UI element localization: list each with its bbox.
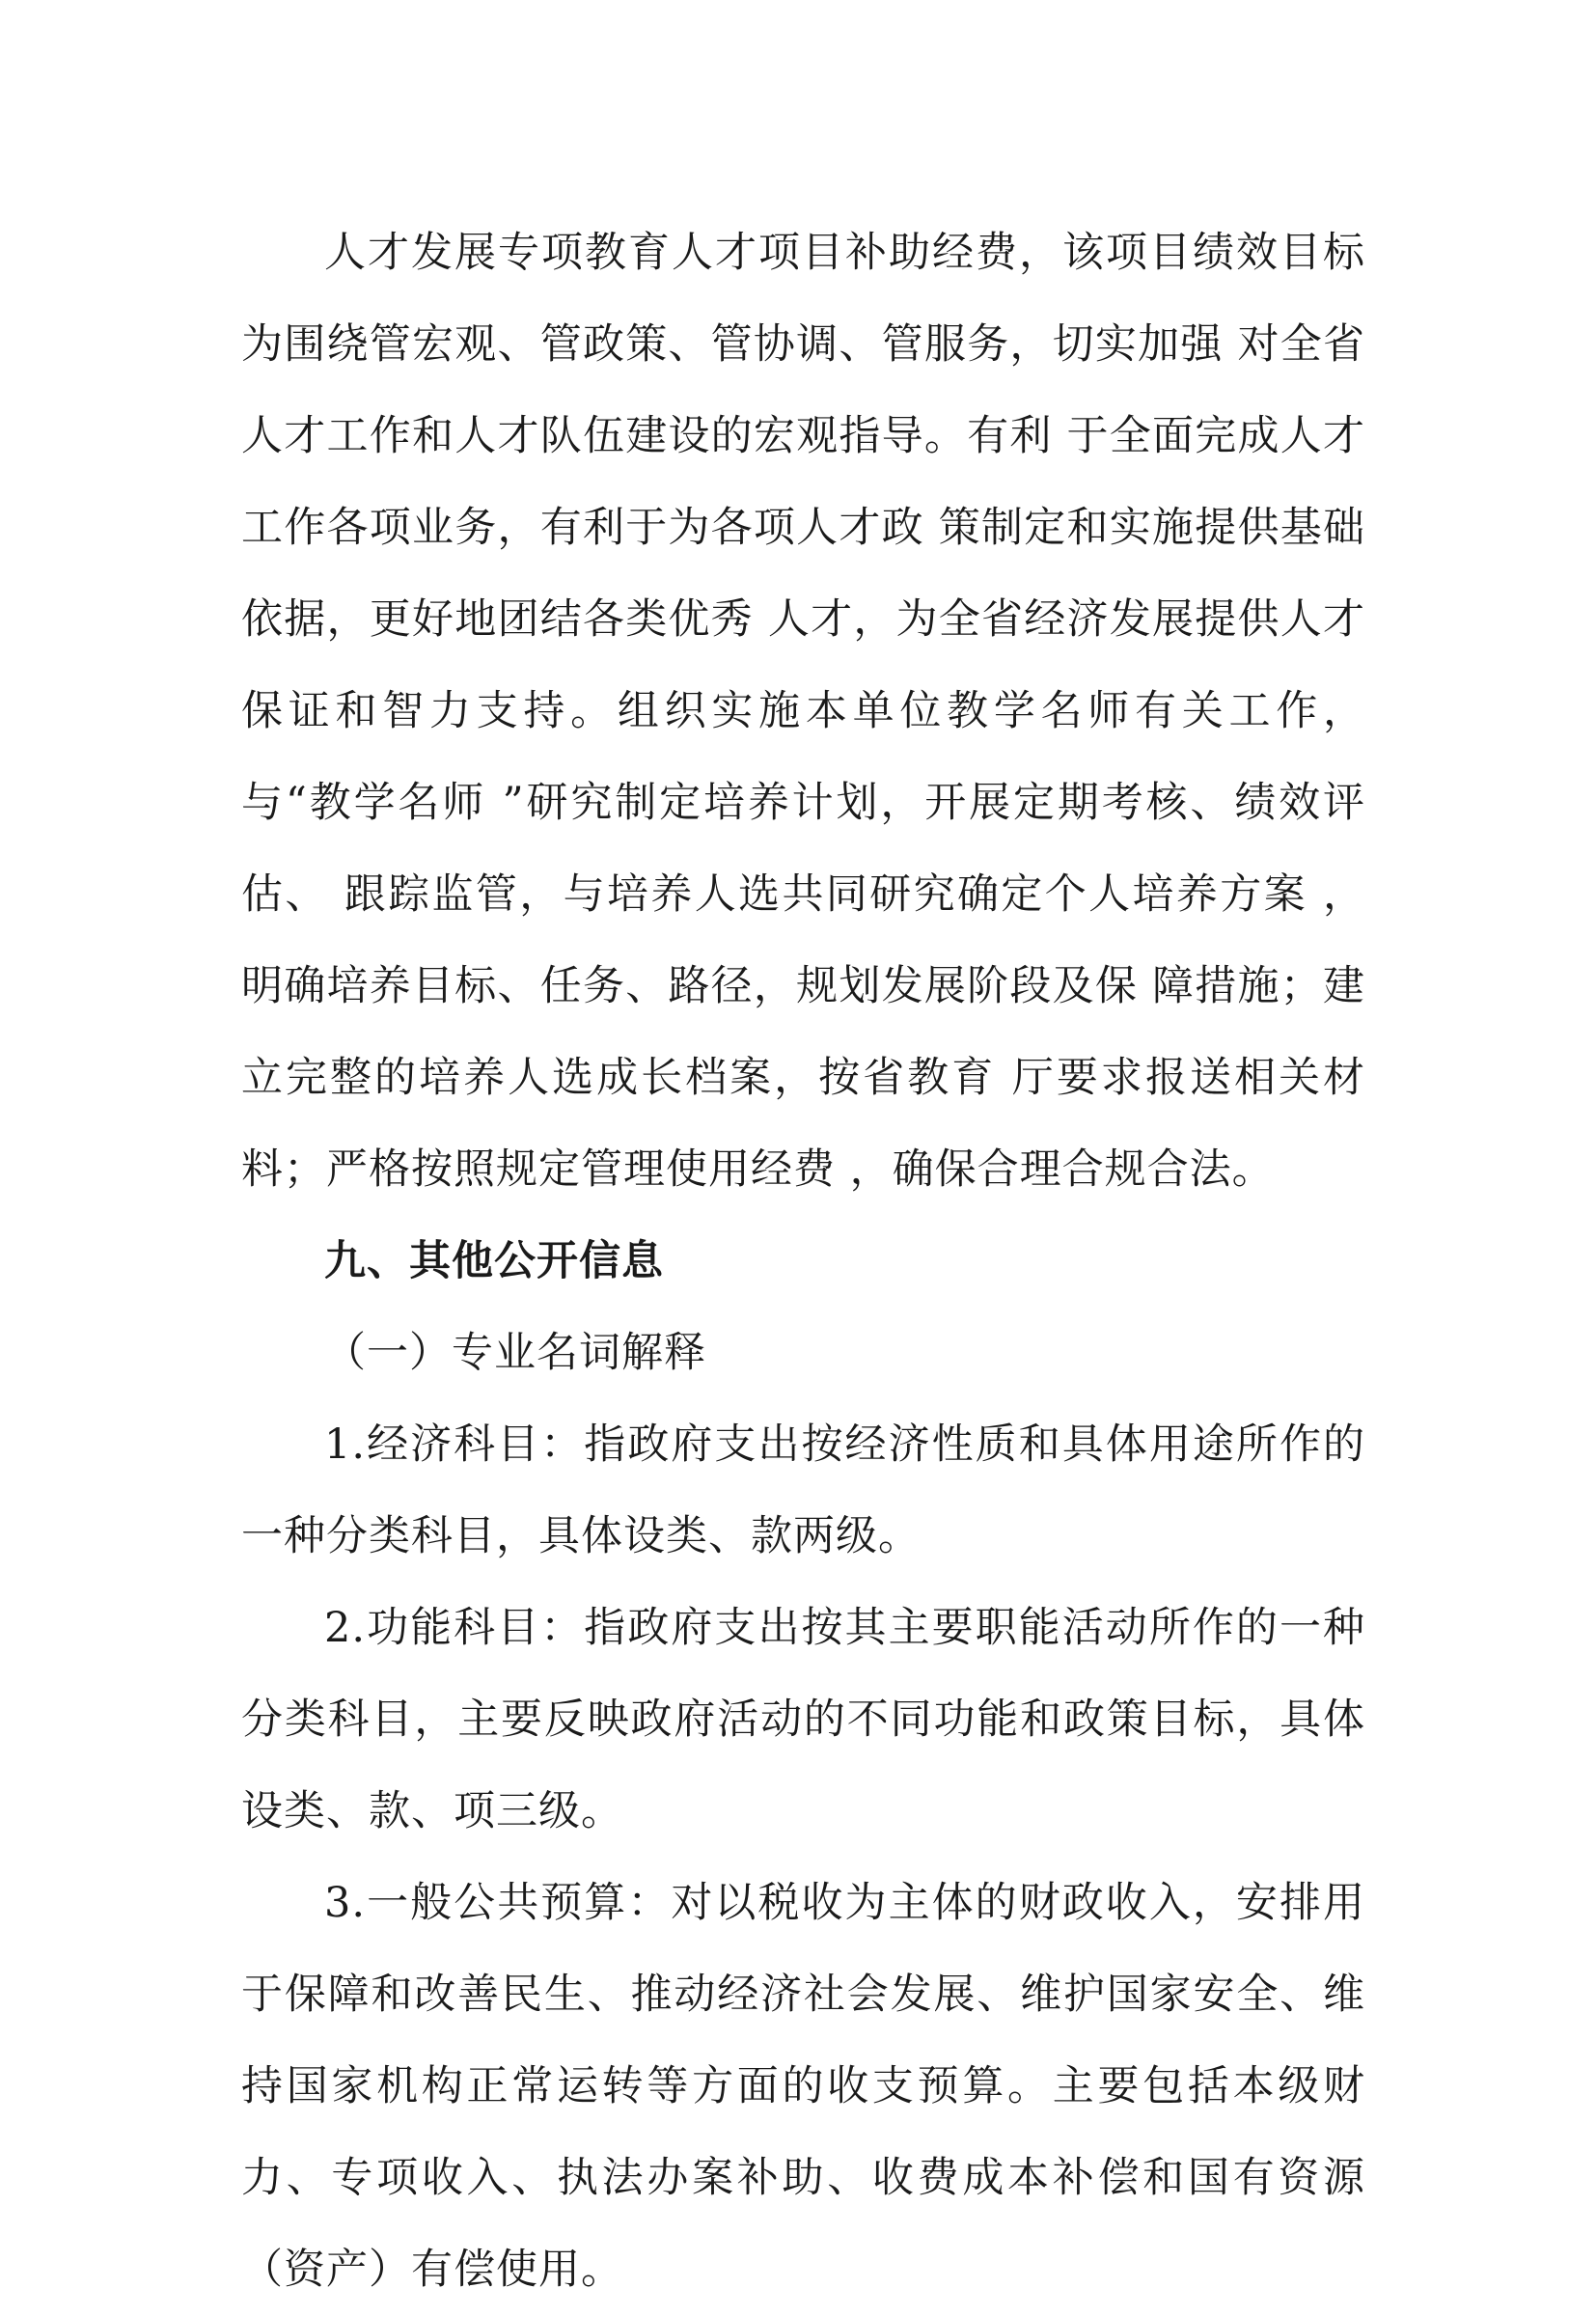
section-heading-other-info: 九、其他公开信息 — [324, 1237, 664, 1285]
term-economic-category: 1.经济科目：指政府支出按经济性质和具体用途所作的一种分类科目，具体设类、款两级。 — [241, 1420, 1365, 1560]
term-functional-category: 2.功能科目：指政府支出按其主要职能活动所作的一种分类科目，主要反映政府活动的不同功能和政策目标，具体设类、款、项三级。 — [241, 1604, 1365, 1835]
term-general-public-budget: 3.一般公共预算：对以税收为主体的财政收入，安排用于保障和改善民生、推动经济社会发展、维护国家安全、维持国家机构正常运转等方面的收支预算。主要包括本级财力、专项收入、执法办案补助、收费成本补偿和国有资源（资产）有偿使用。 — [241, 1879, 1365, 2294]
document-body — [241, 207, 1365, 2316]
paragraph-talent-funding: 人才发展专项教育人才项目补助经费，该项目绩效目标为围绕管宏观、管政策、管协调、管服务，切实加强 对全省人才工作和人才队伍建设的宏观指导。有利 于全面完成人才工作各项业务，有利于为各项人才政 策制定和实施提供基础依据，更好地团结各类优秀 人才，为全省经济发展提供人才保证和智力支持。组织实施本单位教学名师有关工作，与“教学名师 ”研究制定培养计划，开展定期考核、绩效评估、 跟踪监管，与培养人选共同研究确定个人培养方案 ，明确培养目标、任务、路径，规划发展阶段及保 障措施；建立完整的培养人选成长档案，按省教育 厅要求报送相关材料；严格按照规定管理使用经费 ，确保合理合规合法。 — [241, 229, 1365, 1194]
subsection-heading-terms: （一）专业名词解释 — [324, 1329, 706, 1377]
